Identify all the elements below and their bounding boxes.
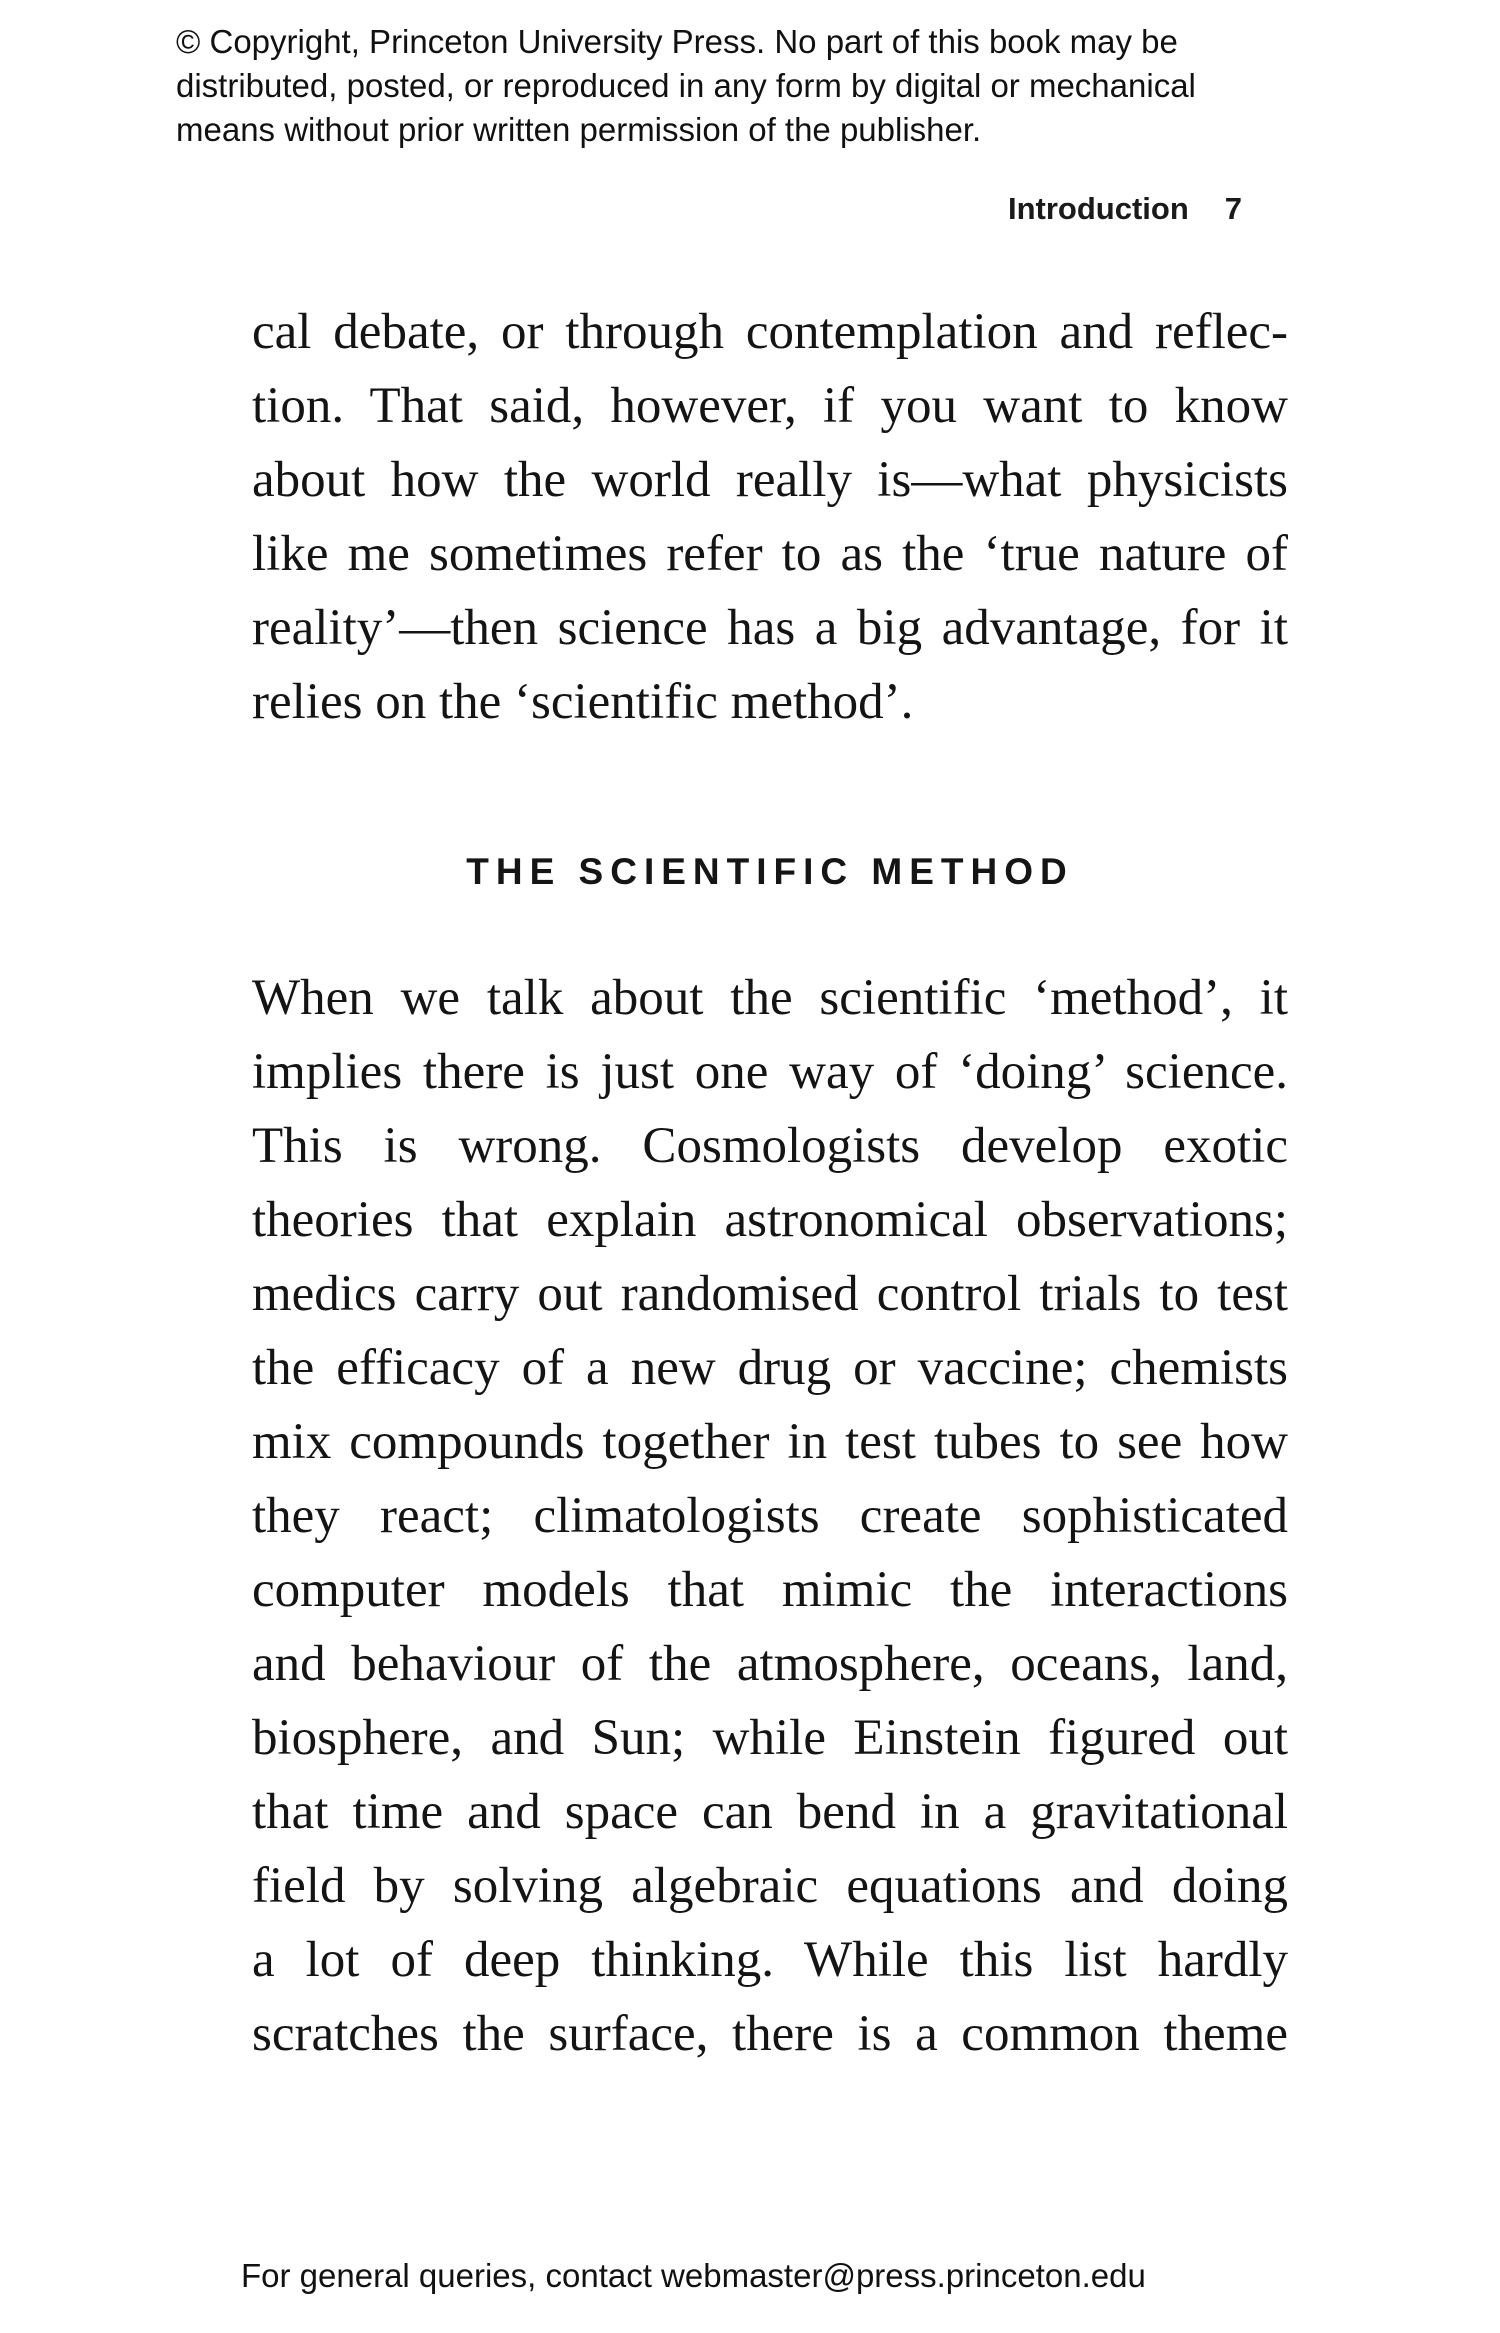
text-line: When we talk about the scientific ‘method’, it [252, 970, 1288, 1026]
page-number: 7 [1224, 191, 1243, 226]
text-line: the efficacy of a new drug or vaccine; chemists [252, 1340, 1288, 1396]
text-line: theories that explain astronomical observations; [252, 1192, 1288, 1248]
text-line: relies on the ‘scientific method’. [252, 674, 914, 730]
text-line: This is wrong. Cosmologists develop exotic [252, 1118, 1288, 1174]
text-line: reality’—then science has a big advantage, for it [252, 600, 1288, 656]
text-line: a lot of deep thinking. While this list hardly [252, 1932, 1288, 1988]
footer-contact: For general queries, contact webmaster@press.princeton.edu [241, 2257, 1146, 2294]
running-head-section: Introduction [1008, 191, 1189, 226]
text-line: tion. That said, however, if you want to know [252, 378, 1288, 434]
section-heading: THE SCIENTIFIC METHOD [466, 851, 1074, 892]
text-line: biosphere, and Sun; while Einstein figured out [252, 1710, 1288, 1766]
paragraph-2 [252, 961, 1288, 2071]
text-line: mix compounds together in test tubes to see how [252, 1414, 1288, 1470]
text-line: scratches the surface, there is a common theme [252, 2006, 1288, 2062]
text-line: field by solving algebraic equations and doing [252, 1858, 1288, 1914]
copyright-line: distributed, posted, or reproduced in any form by digital or mechanical [176, 67, 1196, 104]
copyright-notice [176, 20, 1356, 152]
text-line: medics carry out randomised control trials to test [252, 1266, 1288, 1322]
text-line: implies there is just one way of ‘doing’ science. [252, 1044, 1288, 1100]
text-line: like me sometimes refer to as the ‘true nature of [252, 526, 1288, 582]
text-line: about how the world really is—what physicists [252, 452, 1288, 508]
text-line: computer models that mimic the interactions [252, 1562, 1288, 1618]
text-line: they react; climatologists create sophisticated [252, 1488, 1288, 1544]
running-head [1008, 190, 1242, 228]
paragraph-1 [252, 295, 1288, 739]
text-line: that time and space can bend in a gravitational [252, 1784, 1288, 1840]
text-line: and behaviour of the atmosphere, oceans, land, [252, 1636, 1288, 1692]
text-line: cal debate, or through contemplation and reflec- [252, 304, 1288, 360]
copyright-line: means without prior written permission of the publisher. [176, 111, 982, 148]
copyright-line: © Copyright, Princeton University Press. No part of this book may be [176, 23, 1178, 60]
